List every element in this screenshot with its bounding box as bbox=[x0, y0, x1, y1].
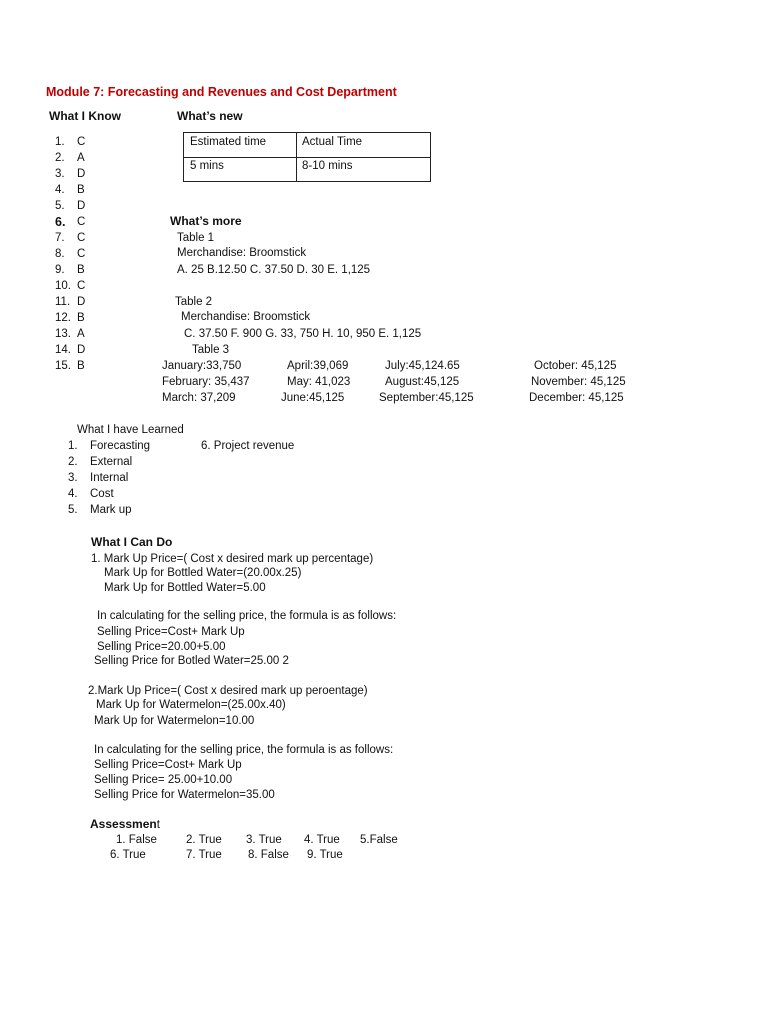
answer-letter: C bbox=[77, 280, 86, 292]
answer-number: 15. bbox=[55, 360, 71, 372]
table-row-divider bbox=[184, 157, 430, 158]
answer-letter: D bbox=[77, 344, 86, 356]
learned-item-text: Cost bbox=[90, 488, 114, 500]
whats-more-heading: What’s more bbox=[170, 214, 242, 228]
month-october: October: 45,125 bbox=[534, 360, 617, 372]
learned-item-text: Forecasting bbox=[90, 440, 151, 452]
learned-item-text: External bbox=[90, 456, 133, 468]
answer-letter: B bbox=[77, 264, 85, 276]
month-november: November: 45,125 bbox=[531, 376, 626, 388]
can-do-line: 1. Mark Up Price=( Cost x desired mark up percentage) bbox=[91, 553, 374, 565]
answer-number: 6. bbox=[55, 215, 66, 229]
can-do-line: Selling Price=Cost+ Mark Up bbox=[94, 759, 242, 771]
assessment-heading-tail: t bbox=[156, 819, 160, 831]
table1-answers: A. 25 B.12.50 C. 37.50 D. 30 E. 1,125 bbox=[177, 264, 371, 276]
can-do-line: Selling Price for Watermelon=35.00 bbox=[94, 789, 275, 801]
answer-number: 2. bbox=[55, 152, 65, 164]
what-i-can-do-heading: What I Can Do bbox=[91, 535, 173, 549]
table-cell-actual-value: 8-10 mins bbox=[302, 160, 353, 172]
month-may: May: 41,023 bbox=[287, 376, 351, 388]
month-august: August:45,125 bbox=[385, 376, 460, 388]
table2-merchandise: Merchandise: Broomstick bbox=[181, 311, 311, 323]
table-column-divider bbox=[296, 133, 297, 181]
answer-number: 4. bbox=[55, 184, 65, 196]
what-i-know-heading: What I Know bbox=[49, 109, 121, 123]
month-july: July:45,124.65 bbox=[385, 360, 460, 372]
whats-new-heading: What’s new bbox=[177, 109, 243, 123]
assessment-answer: 2. True bbox=[186, 834, 222, 846]
answer-number: 9. bbox=[55, 264, 65, 276]
table-cell-estimated-value: 5 mins bbox=[190, 160, 224, 172]
answer-number: 13. bbox=[55, 328, 71, 340]
can-do-line: Mark Up for Bottled Water=5.00 bbox=[104, 582, 266, 594]
table-header-estimated-time: Estimated time bbox=[190, 136, 267, 148]
assessment-answer: 8. False bbox=[248, 849, 289, 861]
answer-number: 3. bbox=[55, 168, 65, 180]
answer-number: 11. bbox=[55, 296, 71, 308]
can-do-line: Mark Up for Bottled Water=(20.00x.25) bbox=[104, 567, 302, 579]
month-february: February: 35,437 bbox=[162, 376, 250, 388]
table2-answers: C. 37.50 F. 900 G. 33, 750 H. 10, 950 E. 1,125 bbox=[184, 328, 422, 340]
can-do-line: Selling Price=20.00+5.00 bbox=[97, 641, 226, 653]
can-do-line: Mark Up for Watermelon=10.00 bbox=[94, 715, 255, 727]
whats-new-table bbox=[183, 132, 431, 182]
answer-number: 7. bbox=[55, 232, 65, 244]
can-do-line: Selling Price=Cost+ Mark Up bbox=[97, 626, 245, 638]
can-do-line: Mark Up for Watermelon=(25.00x.40) bbox=[96, 699, 286, 711]
learned-item-6: 6. Project revenue bbox=[201, 440, 295, 452]
table1-label: Table 1 bbox=[177, 232, 215, 244]
answer-letter: B bbox=[77, 184, 85, 196]
learned-item-number: 1. bbox=[68, 440, 78, 452]
assessment-answer: 3. True bbox=[246, 834, 282, 846]
learned-item-text: Mark up bbox=[90, 504, 132, 516]
assessment-answer: 4. True bbox=[304, 834, 340, 846]
answer-number: 14. bbox=[55, 344, 71, 356]
answer-letter: D bbox=[77, 168, 86, 180]
assessment-answer: 5.False bbox=[360, 834, 398, 846]
learned-item-number: 4. bbox=[68, 488, 78, 500]
month-april: April:39,069 bbox=[287, 360, 349, 372]
learned-item-number: 2. bbox=[68, 456, 78, 468]
answer-number: 12. bbox=[55, 312, 71, 324]
month-december: December: 45,125 bbox=[529, 392, 624, 404]
table1-merchandise: Merchandise: Broomstick bbox=[177, 247, 307, 259]
answer-letter: C bbox=[77, 248, 86, 260]
assessment-heading-main: Assessmen bbox=[90, 817, 157, 831]
can-do-line: Selling Price= 25.00+10.00 bbox=[94, 774, 233, 786]
table3-label: Table 3 bbox=[192, 344, 230, 356]
answer-letter: C bbox=[77, 232, 86, 244]
learned-item-number: 5. bbox=[68, 504, 78, 516]
answer-letter: D bbox=[77, 200, 86, 212]
learned-heading: What I have Learned bbox=[77, 424, 184, 436]
can-do-line: In calculating for the selling price, the formula is as follows: bbox=[97, 610, 397, 622]
assessment-heading bbox=[90, 817, 160, 832]
answer-number: 10. bbox=[55, 280, 71, 292]
month-june: June:45,125 bbox=[281, 392, 345, 404]
learned-item-text: Internal bbox=[90, 472, 129, 484]
assessment-answer: 6. True bbox=[110, 849, 146, 861]
assessment-answer: 7. True bbox=[186, 849, 222, 861]
month-september: September:45,125 bbox=[379, 392, 474, 404]
answer-letter: C bbox=[77, 136, 86, 148]
answer-letter: C bbox=[77, 216, 86, 228]
table2-label: Table 2 bbox=[175, 296, 213, 308]
can-do-line: In calculating for the selling price, the formula is as follows: bbox=[94, 744, 394, 756]
learned-item-number: 3. bbox=[68, 472, 78, 484]
answer-letter: B bbox=[77, 312, 85, 324]
answer-letter: B bbox=[77, 360, 85, 372]
answer-letter: A bbox=[77, 328, 85, 340]
answer-letter: A bbox=[77, 152, 85, 164]
answer-number: 5. bbox=[55, 200, 65, 212]
can-do-line: 2.Mark Up Price=( Cost x desired mark up peroentage) bbox=[88, 685, 368, 697]
answer-letter: D bbox=[77, 296, 86, 308]
answer-number: 8. bbox=[55, 248, 65, 260]
table-header-actual-time: Actual Time bbox=[302, 136, 363, 148]
assessment-answer: 9. True bbox=[307, 849, 343, 861]
month-january: January:33,750 bbox=[162, 360, 242, 372]
assessment-answer: 1. False bbox=[116, 834, 157, 846]
answer-number: 1. bbox=[55, 136, 65, 148]
month-march: March: 37,209 bbox=[162, 392, 236, 404]
can-do-line: Selling Price for Botled Water=25.00 2 bbox=[94, 655, 289, 667]
page-title: Module 7: Forecasting and Revenues and Cost Department bbox=[46, 85, 397, 99]
